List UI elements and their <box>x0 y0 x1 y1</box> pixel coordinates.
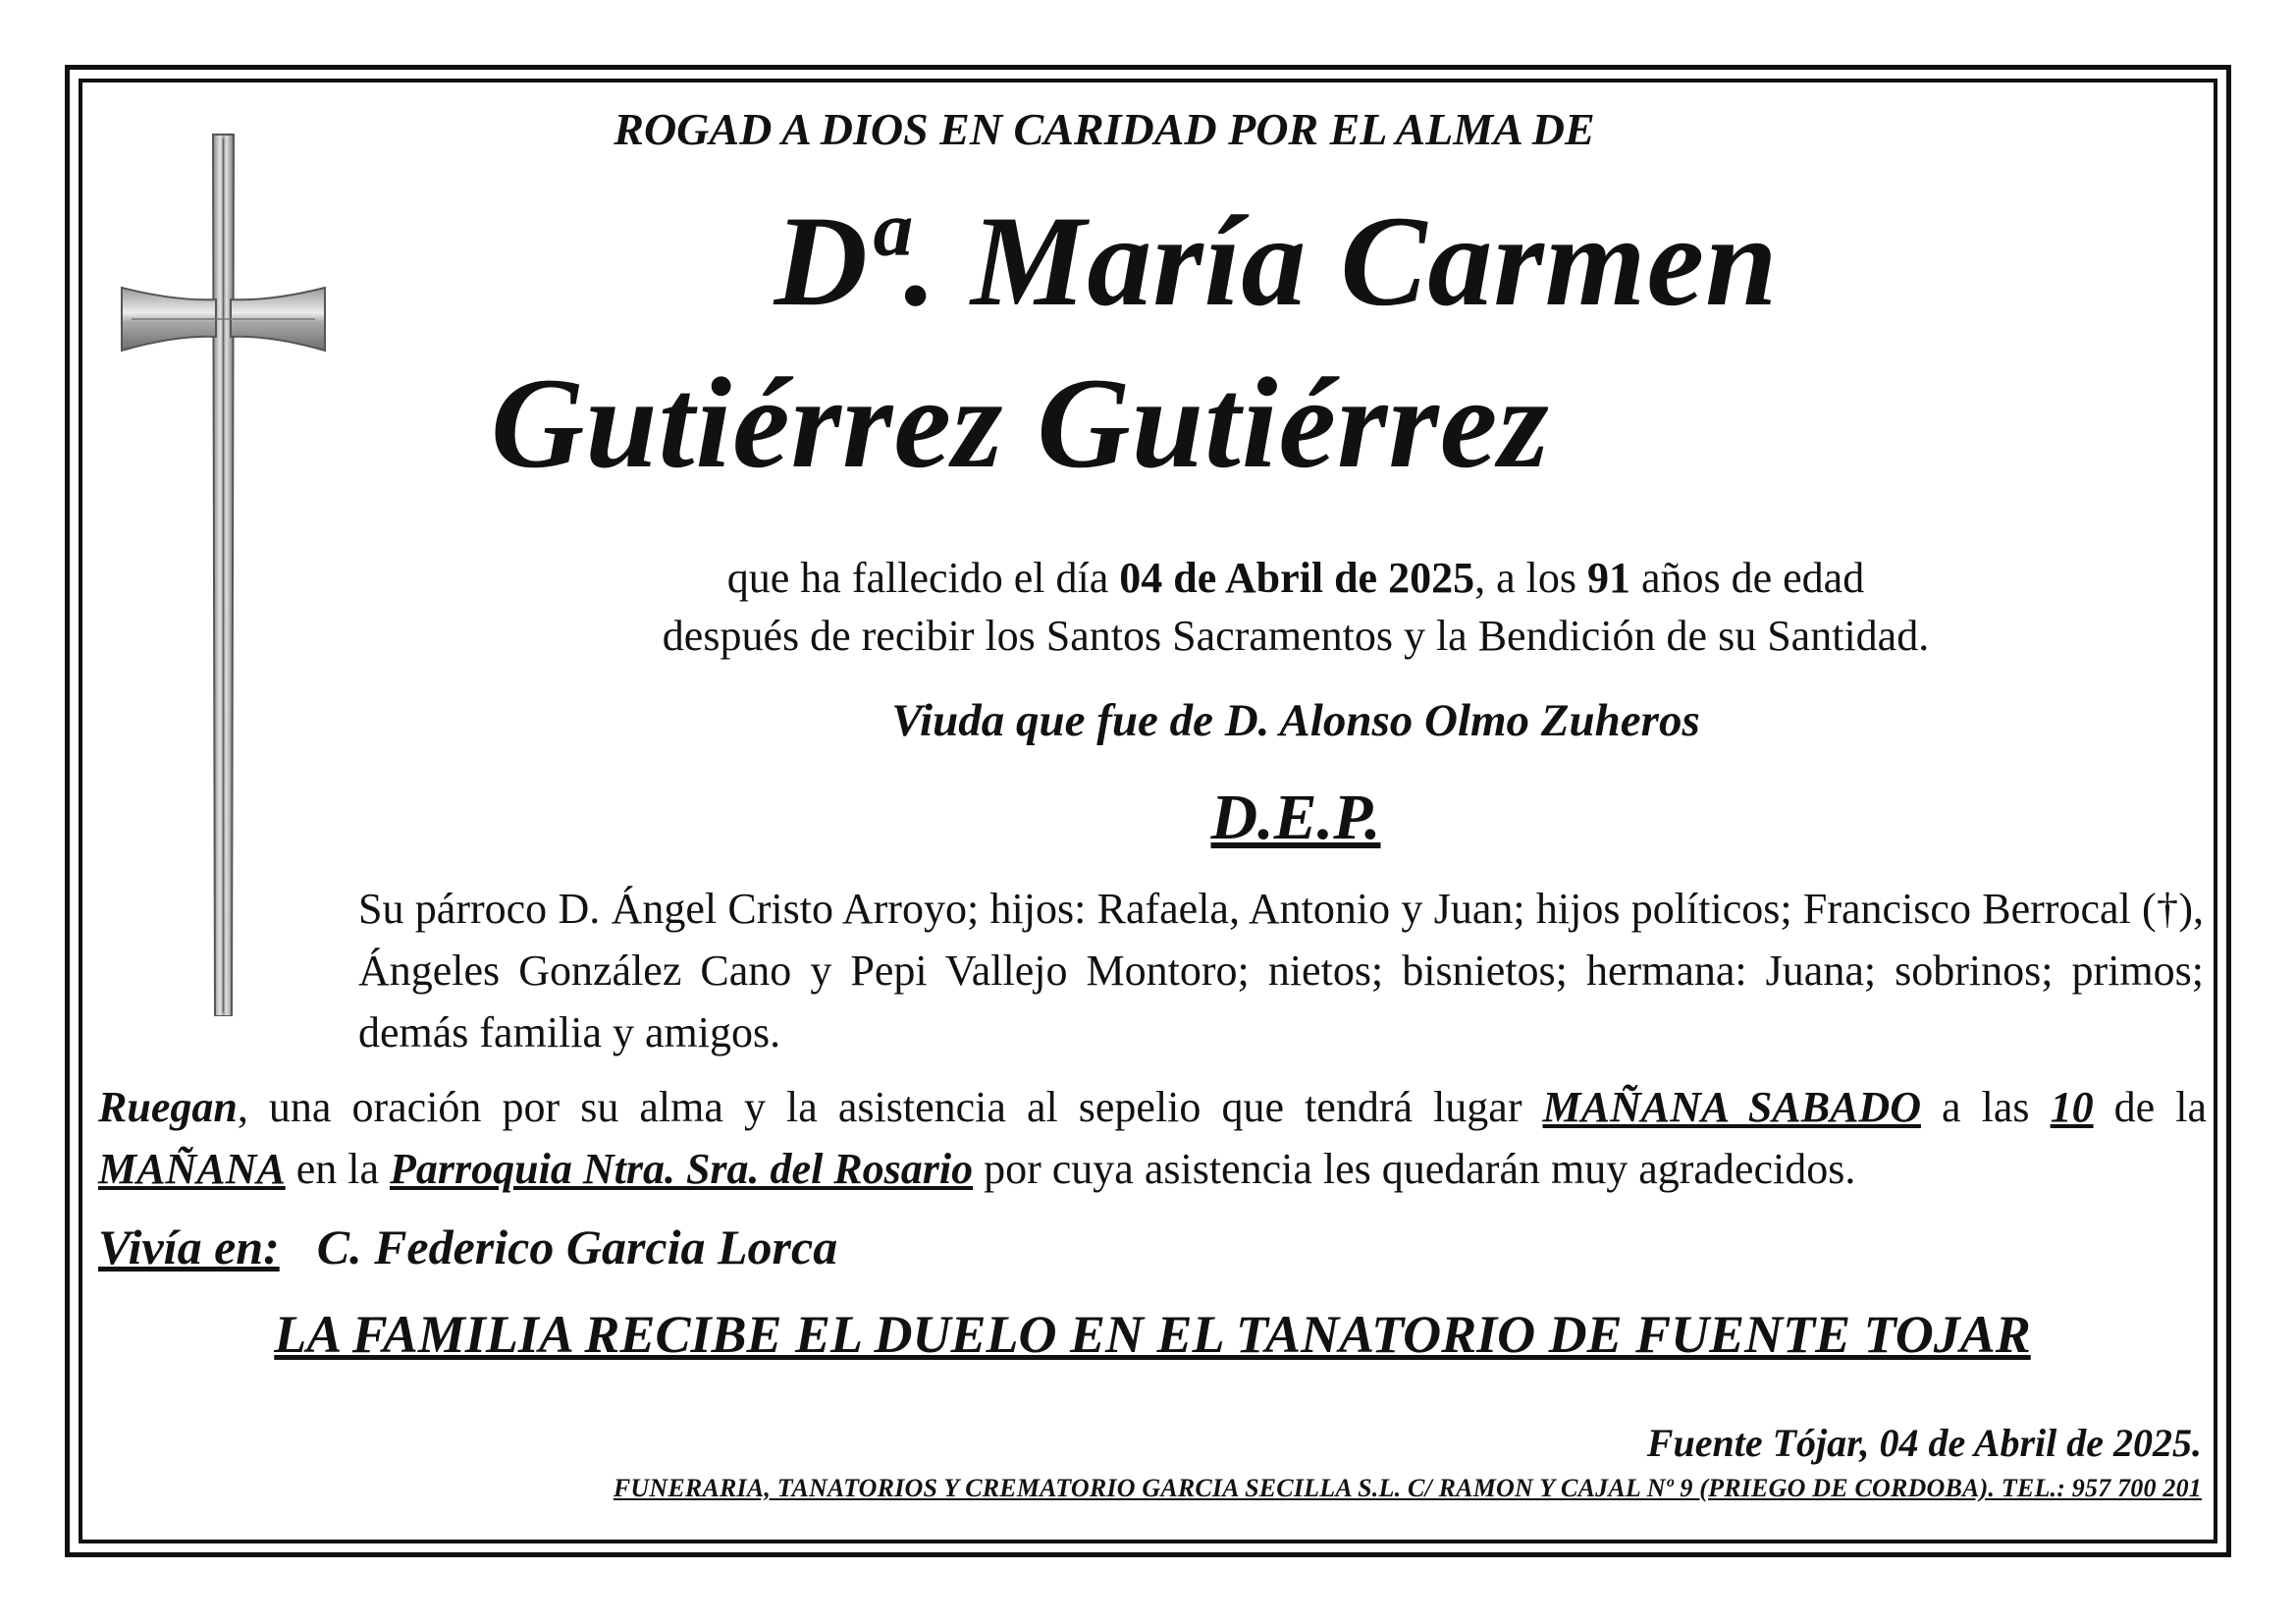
ruegan-text-2: a las <box>1920 1083 2051 1131</box>
deceased-given-name: Dª. María Carmen <box>774 189 1779 333</box>
residence-label: Vivía en: <box>98 1219 280 1274</box>
death-text-3: años de edad <box>1629 554 1865 602</box>
deceased-name-line2 <box>491 351 2296 495</box>
deceased-name-line1 <box>638 189 1914 333</box>
funeral-day: MAÑANA SABADO <box>1542 1083 1921 1131</box>
death-date: 04 de Abril de 2025 <box>1119 554 1475 602</box>
ruegan-paragraph <box>98 1076 2207 1200</box>
funeral-part-of-day: MAÑANA <box>98 1145 286 1193</box>
ruegan-text-5: por cuya asistencia les quedarán muy agradecidos. <box>973 1145 1856 1193</box>
death-text-1: que ha fallecido el día <box>726 554 1120 602</box>
funeral-hour: 10 <box>2050 1083 2094 1131</box>
sacraments-line: después de recibir los Santos Sacramentos y la Bendición de su Santidad. <box>662 612 1930 660</box>
death-line <box>363 553 2228 605</box>
place-date: Fuente Tójar, 04 de Abril de 2025. <box>1646 1421 2202 1465</box>
death-text-2: , a los <box>1474 554 1587 602</box>
cross-icon <box>118 133 329 1016</box>
mourning-notice: LA FAMILIA RECIBE EL DUELO EN EL TANATORIO DE FUENTE TOJAR <box>274 1305 2031 1364</box>
residence-address: C. Federico Garcia Lorca <box>316 1219 838 1274</box>
header-prayer: ROGAD A DIOS EN CARIDAD POR EL ALMA DE <box>614 104 1595 154</box>
residence <box>98 1218 837 1275</box>
ruegan-text-3: de la <box>2093 1083 2207 1131</box>
dep-heading: D.E.P. <box>1210 782 1381 853</box>
ruegan-text-4: en la <box>285 1145 391 1193</box>
age: 91 <box>1586 554 1630 602</box>
ruegan-text-1: , una oración por su alma y la asistencia al sepelio que tendrá lugar <box>237 1083 1543 1131</box>
funeral-home-footer: FUNERARIA, TANATORIOS Y CREMATORIO GARCIA SECILLA S.L. C/ RAMON Y CAJAL Nº 9 (PRIEGO DE CORDOBA). TEL.: 957 700 201 <box>613 1474 2202 1502</box>
funeral-church: Parroquia Ntra. Sra. del Rosario <box>390 1145 974 1193</box>
widow-of: Viuda que fue de D. Alonso Olmo Zuheros <box>891 695 1700 746</box>
ruegan-lead: Ruegan <box>98 1083 238 1131</box>
deceased-surnames: Gutiérrez Gutiérrez <box>491 351 1550 495</box>
family-paragraph: Su párroco D. Ángel Cristo Arroyo; hijos: Rafaela, Antonio y Juan; hijos políticos; Francisco Berrocal (†), Ángeles González Cano y Pepi Vallejo Montoro; nietos; bisnietos; hermana: Juana; sobrinos; primos; demás familia y amigos. <box>358 885 2204 1056</box>
